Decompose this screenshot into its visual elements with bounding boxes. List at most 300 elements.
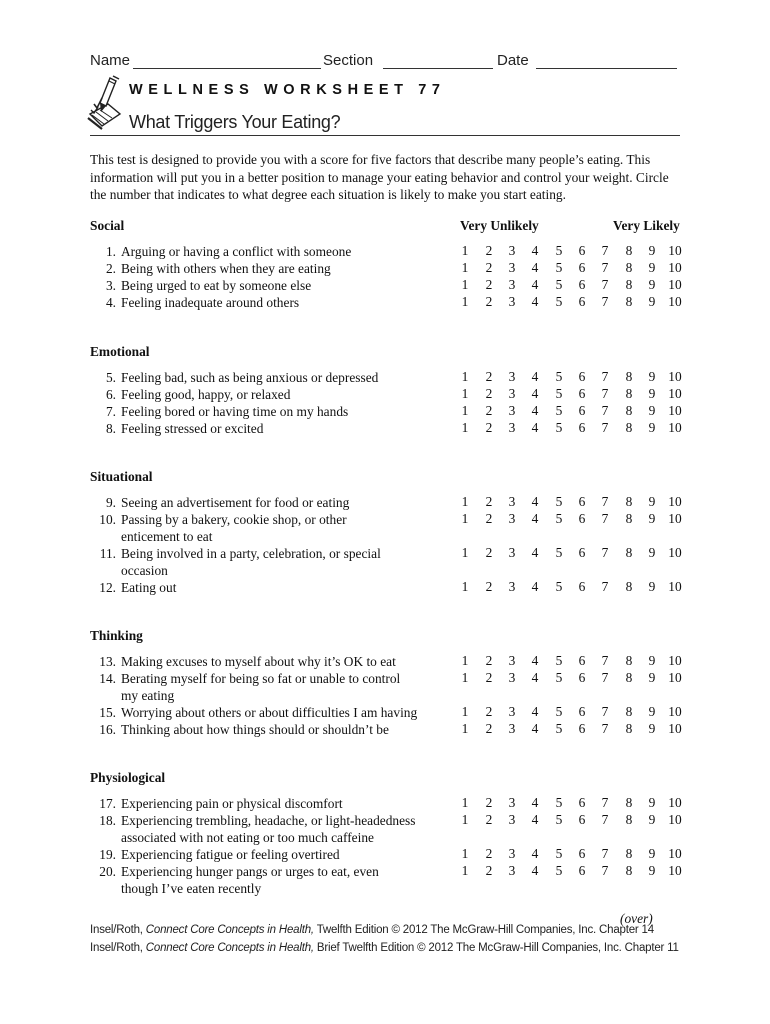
rating-option-7[interactable]: 7: [601, 670, 609, 685]
rating-option-6[interactable]: 6: [578, 420, 586, 435]
rating-option-10[interactable]: 10: [668, 277, 682, 292]
rating-scale: [450, 420, 690, 437]
rating-option-9[interactable]: 9: [648, 420, 656, 435]
rating-option-2[interactable]: 2: [485, 420, 493, 435]
rating-option-2[interactable]: 2: [485, 511, 493, 526]
rating-option-8[interactable]: 8: [625, 511, 633, 526]
rating-option-1[interactable]: 1: [461, 670, 469, 685]
question-number: 2.: [105, 261, 116, 276]
rating-option-3[interactable]: 3: [508, 863, 516, 878]
question-item: [90, 277, 450, 294]
scale-high-label: Very Likely: [613, 218, 680, 233]
rating-scale: [450, 579, 690, 596]
rating-option-3[interactable]: 3: [508, 812, 516, 827]
rating-option-10[interactable]: 10: [668, 653, 682, 668]
rating-scale: [450, 386, 690, 403]
question-number: 6.: [105, 387, 116, 402]
question-text: associated with not eating or too much caffeine: [121, 830, 374, 845]
rating-option-1[interactable]: 1: [461, 579, 469, 594]
rating-option-4[interactable]: 4: [531, 653, 539, 668]
question-text: Feeling good, happy, or relaxed: [121, 387, 291, 402]
rating-option-2[interactable]: 2: [485, 846, 493, 861]
rating-option-3[interactable]: 3: [508, 545, 516, 560]
question-item: [90, 795, 450, 812]
rating-option-6[interactable]: 6: [578, 670, 586, 685]
rating-option-6[interactable]: 6: [578, 243, 586, 258]
rating-option-8[interactable]: 8: [625, 369, 633, 384]
rating-option-2[interactable]: 2: [485, 721, 493, 736]
rating-scale: [450, 704, 690, 721]
rating-option-8[interactable]: 8: [625, 277, 633, 292]
rating-option-5[interactable]: 5: [555, 386, 563, 401]
rating-option-9[interactable]: 9: [648, 721, 656, 736]
footer-book-title: Connect Core Concepts in Health,: [145, 942, 314, 954]
rating-option-2[interactable]: 2: [485, 863, 493, 878]
question-item: [90, 494, 450, 511]
rating-option-6[interactable]: 6: [578, 579, 586, 594]
rating-option-6[interactable]: 6: [578, 545, 586, 560]
rating-option-4[interactable]: 4: [531, 277, 539, 292]
rating-scale: [450, 863, 690, 880]
rating-option-6[interactable]: 6: [578, 863, 586, 878]
rating-option-1[interactable]: 1: [461, 721, 469, 736]
section-title: Emotional: [90, 344, 150, 359]
rating-option-6[interactable]: 6: [578, 795, 586, 810]
rating-option-6[interactable]: 6: [578, 386, 586, 401]
rating-option-10[interactable]: 10: [668, 795, 682, 810]
rating-scale: [450, 294, 690, 311]
rating-option-7[interactable]: 7: [601, 795, 609, 810]
question-item: [90, 846, 450, 863]
rating-scale: [450, 511, 690, 528]
rating-option-2[interactable]: 2: [485, 494, 493, 509]
rating-option-4[interactable]: 4: [531, 494, 539, 509]
question-item: [90, 511, 450, 545]
rating-option-4[interactable]: 4: [531, 812, 539, 827]
rating-option-7[interactable]: 7: [601, 721, 609, 736]
question-number: 5.: [105, 370, 116, 385]
footer-prefix: Insel/Roth,: [90, 942, 146, 954]
rating-option-4[interactable]: 4: [531, 579, 539, 594]
question-text: Feeling stressed or excited: [121, 421, 264, 436]
rating-option-3[interactable]: 3: [508, 260, 516, 275]
name-field-line[interactable]: [133, 68, 321, 69]
rating-option-8[interactable]: 8: [625, 653, 633, 668]
rating-option-4[interactable]: 4: [531, 846, 539, 861]
rating-option-6[interactable]: 6: [578, 846, 586, 861]
question-text: Eating out: [121, 580, 177, 595]
footer-suffix: Twelfth Edition © 2012 The McGraw-Hill Companies, Inc. Chapter 14: [313, 924, 654, 936]
rating-option-9[interactable]: 9: [648, 511, 656, 526]
rating-option-5[interactable]: 5: [555, 260, 563, 275]
rating-option-7[interactable]: 7: [601, 243, 609, 258]
question-item: [90, 812, 450, 846]
question-text: Arguing or having a conflict with someone: [121, 244, 352, 259]
question-item: [90, 670, 450, 704]
rating-option-3[interactable]: 3: [508, 294, 516, 309]
rating-option-7[interactable]: 7: [601, 579, 609, 594]
question-number: 9.: [105, 495, 116, 510]
rating-option-6[interactable]: 6: [578, 403, 586, 418]
rating-option-2[interactable]: 2: [485, 812, 493, 827]
rating-scale: [450, 670, 690, 687]
section-title: Situational: [90, 469, 153, 484]
rating-option-10[interactable]: 10: [668, 721, 682, 736]
rating-option-10[interactable]: 10: [668, 511, 682, 526]
rating-option-10[interactable]: 10: [668, 863, 682, 878]
rating-option-8[interactable]: 8: [625, 386, 633, 401]
rating-option-4[interactable]: 4: [531, 403, 539, 418]
rating-option-8[interactable]: 8: [625, 863, 633, 878]
rating-option-8[interactable]: 8: [625, 846, 633, 861]
rating-option-9[interactable]: 9: [648, 579, 656, 594]
rating-option-7[interactable]: 7: [601, 846, 609, 861]
date-field-line[interactable]: [536, 68, 677, 69]
rating-option-1[interactable]: 1: [461, 260, 469, 275]
question-number: 7.: [105, 404, 116, 419]
rating-option-4[interactable]: 4: [531, 795, 539, 810]
rating-option-9[interactable]: 9: [648, 545, 656, 560]
rating-option-3[interactable]: 3: [508, 277, 516, 292]
question-text: Experiencing hunger pangs or urges to eat, even: [121, 864, 379, 879]
rating-option-5[interactable]: 5: [555, 721, 563, 736]
question-number: 10.: [99, 512, 116, 527]
rating-option-2[interactable]: 2: [485, 653, 493, 668]
rating-option-3[interactable]: 3: [508, 369, 516, 384]
rating-option-7[interactable]: 7: [601, 386, 609, 401]
rating-option-10[interactable]: 10: [668, 494, 682, 509]
section-title: Thinking: [90, 628, 143, 643]
question-text: Being involved in a party, celebration, or special: [121, 546, 381, 561]
rating-option-5[interactable]: 5: [555, 795, 563, 810]
rating-option-4[interactable]: 4: [531, 386, 539, 401]
rating-option-7[interactable]: 7: [601, 369, 609, 384]
question-item: [90, 403, 450, 420]
rating-option-10[interactable]: 10: [668, 260, 682, 275]
question-item: [90, 863, 450, 897]
footer-suffix: Brief Twelfth Edition © 2012 The McGraw-Hill Companies, Inc. Chapter 11: [313, 942, 679, 954]
rating-option-3[interactable]: 3: [508, 386, 516, 401]
over-label: (over): [620, 911, 653, 926]
rating-option-2[interactable]: 2: [485, 545, 493, 560]
footer-prefix: Insel/Roth,: [90, 924, 146, 936]
rating-scale: [450, 243, 690, 260]
question-text: my eating: [121, 688, 175, 703]
rating-option-8[interactable]: 8: [625, 294, 633, 309]
question-text: Berating myself for being so fat or unable to control: [121, 671, 401, 686]
rating-option-6[interactable]: 6: [578, 260, 586, 275]
question-number: 20.: [99, 864, 116, 879]
rating-option-3[interactable]: 3: [508, 579, 516, 594]
question-text: Being urged to eat by someone else: [121, 278, 312, 293]
rating-option-7[interactable]: 7: [601, 294, 609, 309]
rating-option-1[interactable]: 1: [461, 403, 469, 418]
rating-option-9[interactable]: 9: [648, 812, 656, 827]
question-text: Being with others when they are eating: [121, 261, 331, 276]
rating-option-8[interactable]: 8: [625, 721, 633, 736]
rating-option-5[interactable]: 5: [555, 545, 563, 560]
question-number: 16.: [99, 722, 116, 737]
question-text: occasion: [121, 563, 168, 578]
rating-option-9[interactable]: 9: [648, 494, 656, 509]
rating-option-6[interactable]: 6: [578, 653, 586, 668]
rating-option-9[interactable]: 9: [648, 653, 656, 668]
rating-option-10[interactable]: 10: [668, 369, 682, 384]
rating-option-5[interactable]: 5: [555, 369, 563, 384]
rating-option-1[interactable]: 1: [461, 511, 469, 526]
rating-option-1[interactable]: 1: [461, 545, 469, 560]
question-item: [90, 545, 450, 579]
rating-option-3[interactable]: 3: [508, 243, 516, 258]
rating-option-8[interactable]: 8: [625, 260, 633, 275]
rating-option-2[interactable]: 2: [485, 795, 493, 810]
rating-option-2[interactable]: 2: [485, 704, 493, 719]
question-number: 17.: [99, 796, 116, 811]
rating-scale: [450, 369, 690, 386]
question-item: [90, 579, 450, 596]
question-number: 4.: [105, 295, 116, 310]
rating-option-9[interactable]: 9: [648, 260, 656, 275]
rating-option-3[interactable]: 3: [508, 704, 516, 719]
rating-option-6[interactable]: 6: [578, 721, 586, 736]
rating-option-5[interactable]: 5: [555, 420, 563, 435]
rating-option-10[interactable]: 10: [668, 579, 682, 594]
rating-option-8[interactable]: 8: [625, 403, 633, 418]
rating-option-8[interactable]: 8: [625, 579, 633, 594]
rating-option-9[interactable]: 9: [648, 243, 656, 258]
rating-option-4[interactable]: 4: [531, 243, 539, 258]
rating-option-2[interactable]: 2: [485, 243, 493, 258]
rating-option-10[interactable]: 10: [668, 704, 682, 719]
question-text: Worrying about others or about difficulties I am having: [121, 705, 418, 720]
rating-option-4[interactable]: 4: [531, 863, 539, 878]
question-item: [90, 721, 450, 738]
rating-option-10[interactable]: 10: [668, 812, 682, 827]
rating-option-1[interactable]: 1: [461, 243, 469, 258]
rating-option-4[interactable]: 4: [531, 670, 539, 685]
question-text: enticement to eat: [121, 529, 213, 544]
rating-option-5[interactable]: 5: [555, 670, 563, 685]
rating-option-6[interactable]: 6: [578, 494, 586, 509]
question-number: 15.: [99, 705, 116, 720]
question-number: 11.: [99, 546, 116, 561]
rating-scale: [450, 403, 690, 420]
rating-option-6[interactable]: 6: [578, 812, 586, 827]
rating-option-9[interactable]: 9: [648, 704, 656, 719]
rating-option-10[interactable]: 10: [668, 670, 682, 685]
question-number: 12.: [99, 580, 116, 595]
rating-option-4[interactable]: 4: [531, 420, 539, 435]
rating-option-1[interactable]: 1: [461, 863, 469, 878]
intro-paragraph: This test is designed to provide you with a score for five factors that describe many people’s eating. This information will put you in a better position to manage your eating behavior and control your weight. Circle the number that indicates to what degree each situation is likely to make you start eating.: [90, 152, 669, 202]
rating-option-7[interactable]: 7: [601, 403, 609, 418]
rating-option-1[interactable]: 1: [461, 846, 469, 861]
rating-option-2[interactable]: 2: [485, 386, 493, 401]
rating-scale: [450, 277, 690, 294]
rating-option-10[interactable]: 10: [668, 420, 682, 435]
rating-option-3[interactable]: 3: [508, 721, 516, 736]
rating-option-1[interactable]: 1: [461, 386, 469, 401]
rating-option-8[interactable]: 8: [625, 795, 633, 810]
rating-option-9[interactable]: 9: [648, 795, 656, 810]
question-text: Experiencing fatigue or feeling overtired: [121, 847, 340, 862]
rating-option-1[interactable]: 1: [461, 795, 469, 810]
rating-option-9[interactable]: 9: [648, 369, 656, 384]
rating-option-2[interactable]: 2: [485, 260, 493, 275]
rating-option-3[interactable]: 3: [508, 846, 516, 861]
rating-option-6[interactable]: 6: [578, 511, 586, 526]
question-text: Feeling inadequate around others: [121, 295, 300, 310]
rating-scale: [450, 795, 690, 812]
question-item: [90, 653, 450, 670]
rating-scale: [450, 260, 690, 277]
rating-option-7[interactable]: 7: [601, 653, 609, 668]
rating-option-1[interactable]: 1: [461, 704, 469, 719]
rating-option-7[interactable]: 7: [601, 812, 609, 827]
rating-option-4[interactable]: 4: [531, 369, 539, 384]
rating-option-8[interactable]: 8: [625, 420, 633, 435]
rating-option-4[interactable]: 4: [531, 294, 539, 309]
rating-option-10[interactable]: 10: [668, 403, 682, 418]
rating-option-7[interactable]: 7: [601, 277, 609, 292]
rating-option-10[interactable]: 10: [668, 846, 682, 861]
rating-option-5[interactable]: 5: [555, 511, 563, 526]
rating-option-2[interactable]: 2: [485, 294, 493, 309]
question-text: Passing by a bakery, cookie shop, or other: [121, 512, 347, 527]
rating-scale: [450, 721, 690, 738]
rating-option-7[interactable]: 7: [601, 511, 609, 526]
rating-option-5[interactable]: 5: [555, 863, 563, 878]
rating-option-4[interactable]: 4: [531, 721, 539, 736]
rating-option-2[interactable]: 2: [485, 579, 493, 594]
footer-line: [90, 924, 654, 936]
rating-option-7[interactable]: 7: [601, 704, 609, 719]
question-text: Making excuses to myself about why it’s OK to eat: [121, 654, 396, 669]
rating-option-5[interactable]: 5: [555, 243, 563, 258]
rating-option-7[interactable]: 7: [601, 420, 609, 435]
rating-option-9[interactable]: 9: [648, 846, 656, 861]
rating-option-3[interactable]: 3: [508, 795, 516, 810]
rating-option-3[interactable]: 3: [508, 511, 516, 526]
pencil-checklist-icon: [86, 74, 126, 130]
question-number: 18.: [99, 813, 116, 828]
question-item: [90, 260, 450, 277]
rating-option-5[interactable]: 5: [555, 277, 563, 292]
rating-option-8[interactable]: 8: [625, 670, 633, 685]
rating-option-8[interactable]: 8: [625, 494, 633, 509]
rating-option-4[interactable]: 4: [531, 511, 539, 526]
rating-option-8[interactable]: 8: [625, 243, 633, 258]
rating-scale: [450, 812, 690, 829]
rating-scale: [450, 494, 690, 511]
rating-option-1[interactable]: 1: [461, 277, 469, 292]
rating-option-9[interactable]: 9: [648, 386, 656, 401]
rating-option-9[interactable]: 9: [648, 277, 656, 292]
scale-low-label: Very Unlikely: [460, 218, 539, 233]
rating-option-8[interactable]: 8: [625, 704, 633, 719]
rating-option-8[interactable]: 8: [625, 812, 633, 827]
rating-option-1[interactable]: 1: [461, 812, 469, 827]
rating-option-3[interactable]: 3: [508, 653, 516, 668]
rating-option-2[interactable]: 2: [485, 403, 493, 418]
rating-option-5[interactable]: 5: [555, 294, 563, 309]
section-field-line[interactable]: [383, 68, 493, 69]
rating-option-9[interactable]: 9: [648, 403, 656, 418]
rating-option-6[interactable]: 6: [578, 369, 586, 384]
rating-option-7[interactable]: 7: [601, 260, 609, 275]
rating-option-5[interactable]: 5: [555, 846, 563, 861]
rating-option-2[interactable]: 2: [485, 369, 493, 384]
rating-option-4[interactable]: 4: [531, 260, 539, 275]
rating-option-2[interactable]: 2: [485, 670, 493, 685]
rating-option-3[interactable]: 3: [508, 494, 516, 509]
rating-option-8[interactable]: 8: [625, 545, 633, 560]
question-number: 3.: [105, 278, 116, 293]
rating-option-5[interactable]: 5: [555, 812, 563, 827]
rating-option-5[interactable]: 5: [555, 704, 563, 719]
rating-option-1[interactable]: 1: [461, 653, 469, 668]
rating-option-1[interactable]: 1: [461, 294, 469, 309]
date-label: Date: [497, 52, 529, 69]
rating-option-7[interactable]: 7: [601, 863, 609, 878]
rating-option-2[interactable]: 2: [485, 277, 493, 292]
question-text: Thinking about how things should or shouldn’t be: [121, 722, 389, 737]
rating-option-7[interactable]: 7: [601, 545, 609, 560]
rating-option-9[interactable]: 9: [648, 670, 656, 685]
question-item: [90, 386, 450, 403]
rating-option-5[interactable]: 5: [555, 494, 563, 509]
rating-option-10[interactable]: 10: [668, 545, 682, 560]
rating-option-4[interactable]: 4: [531, 704, 539, 719]
question-text: Seeing an advertisement for food or eating: [121, 495, 350, 510]
question-number: 19.: [99, 847, 116, 862]
question-item: [90, 243, 450, 260]
rating-option-10[interactable]: 10: [668, 294, 682, 309]
rating-option-5[interactable]: 5: [555, 579, 563, 594]
question-item: [90, 704, 450, 721]
worksheet-title: WELLNESS WORKSHEET 77: [129, 82, 446, 98]
rating-scale: [450, 846, 690, 863]
rating-option-10[interactable]: 10: [668, 386, 682, 401]
question-text: though I’ve eaten recently: [121, 881, 262, 896]
rating-scale: [450, 653, 690, 670]
rating-scale: [450, 545, 690, 562]
question-text: Experiencing trembling, headache, or light-headedness: [121, 813, 416, 828]
rating-option-9[interactable]: 9: [648, 863, 656, 878]
question-number: 14.: [99, 671, 116, 686]
rating-option-6[interactable]: 6: [578, 704, 586, 719]
rating-option-6[interactable]: 6: [578, 277, 586, 292]
rating-option-5[interactable]: 5: [555, 653, 563, 668]
rating-option-1[interactable]: 1: [461, 369, 469, 384]
rating-option-3[interactable]: 3: [508, 403, 516, 418]
rating-option-3[interactable]: 3: [508, 670, 516, 685]
rating-option-1[interactable]: 1: [461, 420, 469, 435]
section-label: Section: [323, 52, 374, 69]
rating-option-3[interactable]: 3: [508, 420, 516, 435]
rating-option-5[interactable]: 5: [555, 403, 563, 418]
question-number: 1.: [105, 244, 116, 259]
rating-option-9[interactable]: 9: [648, 294, 656, 309]
question-text: Experiencing pain or physical discomfort: [121, 796, 343, 811]
rating-option-4[interactable]: 4: [531, 545, 539, 560]
rating-option-10[interactable]: 10: [668, 243, 682, 258]
rating-option-1[interactable]: 1: [461, 494, 469, 509]
footer-line: [90, 942, 679, 954]
section-title: Physiological: [90, 770, 166, 785]
rating-option-7[interactable]: 7: [601, 494, 609, 509]
rating-option-6[interactable]: 6: [578, 294, 586, 309]
